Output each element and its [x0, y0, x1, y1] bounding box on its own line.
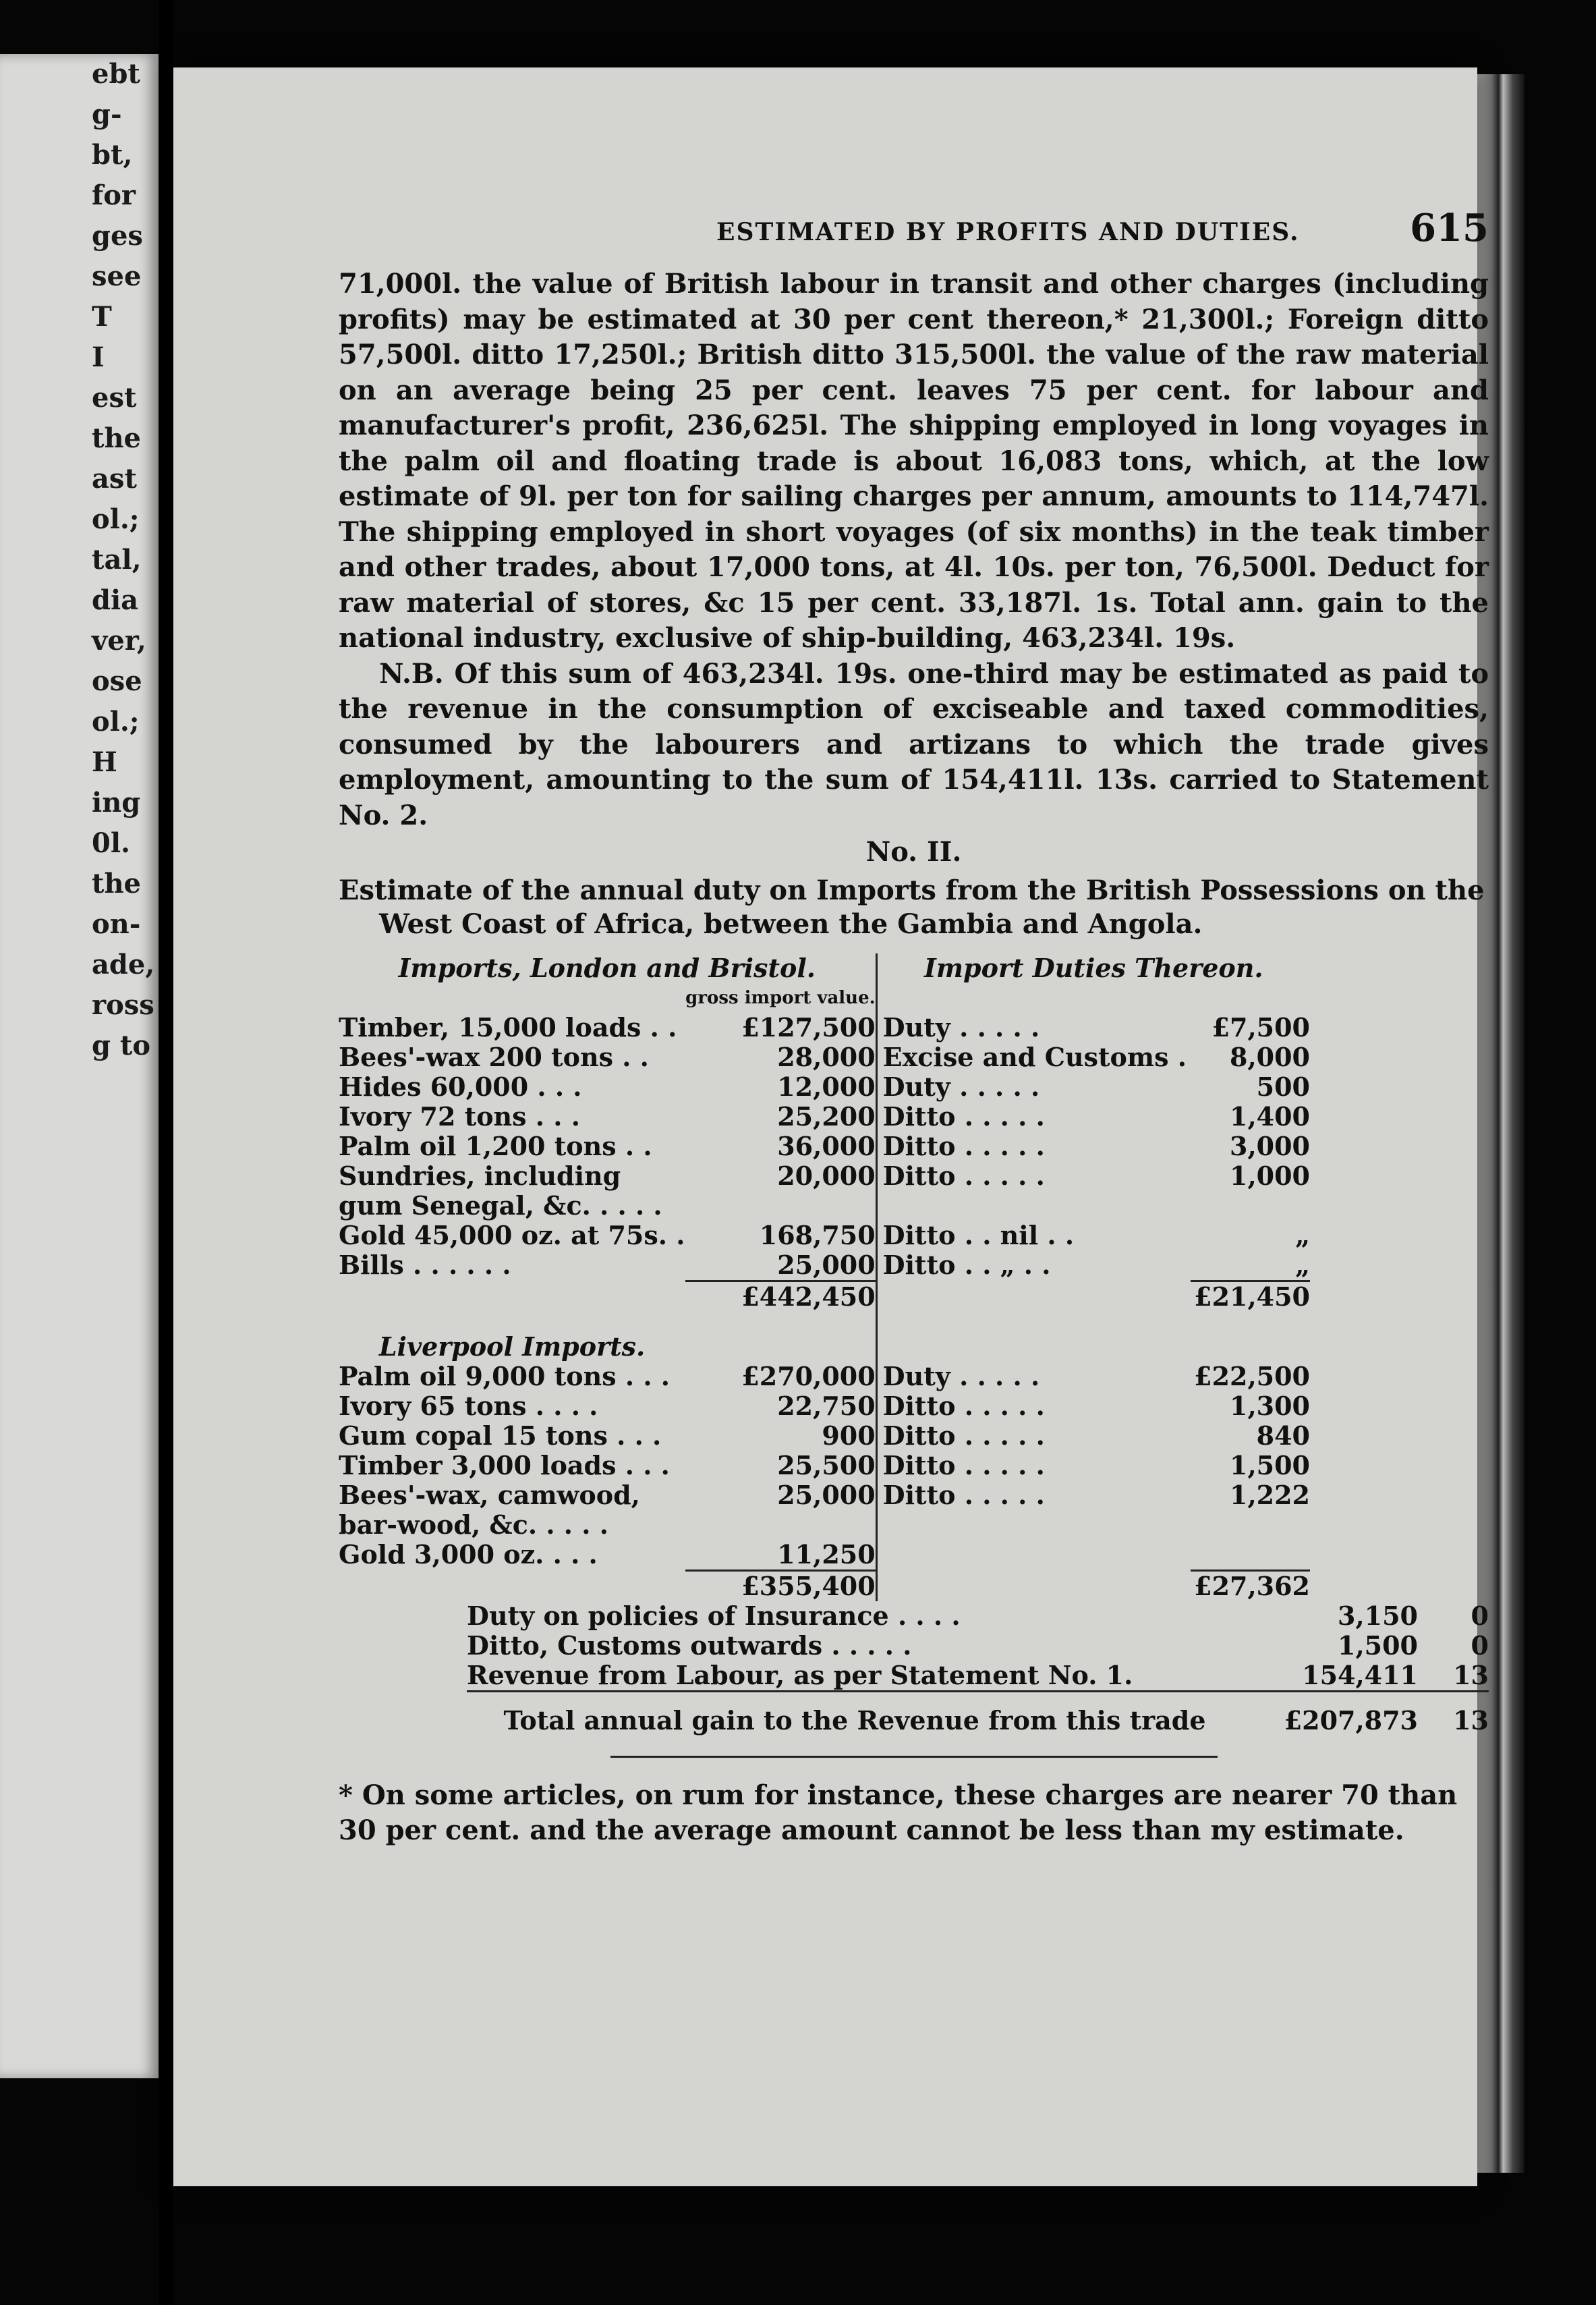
import-value: 25,500 [777, 1450, 876, 1480]
running-head: ESTIMATED BY PROFITS AND DUTIES. [716, 218, 1300, 246]
duty-amount: 1,222 [1230, 1480, 1310, 1510]
duty-amount: 1,400 [1230, 1101, 1310, 1132]
import-item: Timber, 15,000 loads . . [339, 1012, 677, 1043]
duty-amount: 500 [1256, 1072, 1310, 1102]
import-item: Ivory 65 tons . . . . [339, 1391, 598, 1421]
left-margin-fragment: dia [92, 584, 139, 616]
gross-value-subheader: gross import value. [685, 988, 876, 1008]
summary-amount: 1,500 [1338, 1630, 1418, 1661]
import-value: 168,750 [759, 1220, 876, 1250]
table-row [339, 1043, 1310, 1072]
duty-amount: 1,000 [1230, 1161, 1310, 1191]
duty-amount: 3,000 [1230, 1131, 1310, 1161]
left-margin-fragment: see [92, 260, 142, 292]
import-item: Gum copal 15 tons . . . [339, 1420, 662, 1451]
import-item: Palm oil 1,200 tons . . [339, 1131, 652, 1161]
left-margin-fragment: 0l. [92, 827, 130, 859]
page-header [339, 206, 1489, 267]
summary-amount: 3,150 [1338, 1601, 1418, 1631]
estimate-heading: Estimate of the annual duty on Imports from the British Possessions on the West Coast of Africa, between the Gambia and Angola. [339, 874, 1485, 940]
london-total: £442,450 [685, 1281, 876, 1312]
duty-amount: 1,300 [1230, 1391, 1310, 1421]
table-subheader-row [339, 983, 1310, 1013]
liverpool-header: Liverpool Imports. [378, 1331, 646, 1362]
left-margin-fragment: ol.; [92, 706, 140, 738]
summary-row [339, 1601, 1489, 1631]
left-page-fragment [0, 54, 159, 2078]
left-page-margin-text [92, 54, 156, 1066]
duty-amount: £7,500 [1212, 1012, 1310, 1043]
left-margin-fragment: g- [92, 99, 122, 130]
summary-table [339, 1601, 1489, 1735]
duty-type: Duty . . . . . [876, 1362, 1191, 1391]
summary-shillings: 0 [1471, 1630, 1489, 1661]
summary-row [339, 1631, 1489, 1661]
summary-shillings: 0 [1471, 1601, 1489, 1631]
import-item: Gold 3,000 oz. . . . [339, 1539, 598, 1570]
left-margin-fragment: T [92, 301, 112, 333]
duty-amount: 1,500 [1230, 1450, 1310, 1480]
duty-type: Ditto . . . . . [876, 1102, 1191, 1132]
section-title: No. II. [865, 836, 962, 868]
left-column-header: Imports, London and Bristol. [398, 953, 816, 983]
table-row [339, 1250, 1310, 1281]
import-value: 12,000 [777, 1072, 876, 1102]
grand-total-shillings: 13 [1418, 1692, 1489, 1736]
duty-amount: „ [1295, 1220, 1310, 1250]
footnote: * On some articles, on rum for instance, these charges are nearer 70 than 30 per cent. and the average amount cannot be less than my estimate. [339, 1779, 1458, 1846]
duty-type: Ditto . . . . . [876, 1132, 1191, 1161]
left-margin-fragment: est [92, 382, 137, 414]
grand-total-label: Total annual gain to the Revenue from this trade [467, 1692, 1243, 1736]
table-row [339, 1013, 1310, 1043]
import-item: Palm oil 9,000 tons . . . [339, 1361, 671, 1391]
import-value: 22,750 [777, 1391, 876, 1421]
summary-label: Revenue from Labour, as per Statement No. 1. [467, 1660, 1133, 1690]
duty-type: Ditto . . . . . [876, 1451, 1191, 1480]
left-margin-fragment: ges [92, 220, 143, 252]
grand-total-amount: £207,873 [1243, 1692, 1418, 1736]
summary-rows [339, 1601, 1489, 1692]
left-margin-fragment: for [92, 179, 136, 211]
summary-label: Duty on policies of Insurance . . . . [467, 1601, 961, 1631]
import-item: Sundries, including gum Senegal, &c. . . . . [339, 1161, 662, 1221]
summary-amount: 154,411 [1302, 1660, 1418, 1690]
book-page [173, 67, 1489, 2186]
duty-type: Duty . . . . . [876, 1072, 1191, 1102]
liverpool-duty-total: £27,362 [1191, 1571, 1310, 1602]
duty-amount [1191, 1540, 1310, 1571]
duty-type: Ditto . . . . . [876, 1161, 1191, 1221]
import-value: 11,250 [777, 1539, 876, 1570]
table-row [339, 1132, 1310, 1161]
import-item: Timber 3,000 loads . . . [339, 1450, 670, 1480]
table-row [339, 1421, 1310, 1451]
table-row [339, 1451, 1310, 1480]
left-margin-fragment: tal, [92, 544, 142, 576]
left-margin-fragment: ast [92, 463, 137, 495]
left-margin-fragment: ross [92, 989, 154, 1021]
liverpool-total-row [339, 1571, 1310, 1602]
import-value: £270,000 [741, 1361, 876, 1391]
duty-type: Ditto . . . . . [876, 1480, 1191, 1540]
table-row [339, 1161, 1310, 1221]
left-margin-fragment: ing [92, 787, 141, 818]
right-column-header: Import Duties Thereon. [876, 953, 1310, 983]
table-row [339, 1362, 1310, 1391]
table-row [339, 1540, 1310, 1571]
table-row [339, 1102, 1310, 1132]
duty-type: Ditto . . . . . [876, 1391, 1191, 1421]
left-margin-fragment: I [92, 341, 105, 373]
left-margin-fragment: ade, [92, 949, 155, 980]
duty-type: Ditto . . „ . . [876, 1250, 1191, 1281]
summary-row [339, 1661, 1489, 1692]
import-item: Hides 60,000 . . . [339, 1072, 582, 1102]
left-margin-fragment: ol.; [92, 503, 140, 535]
table-row [339, 1072, 1310, 1102]
table-row [339, 1391, 1310, 1421]
page-content [339, 206, 1489, 1875]
page-number: 615 [1410, 206, 1489, 250]
left-margin-fragment: H [92, 746, 117, 778]
duty-amount: 8,000 [1230, 1042, 1310, 1072]
liverpool-total: £355,400 [685, 1571, 876, 1602]
duty-amount: 840 [1256, 1420, 1310, 1451]
import-item: Bills . . . . . . [339, 1250, 511, 1280]
duty-type: Duty . . . . . [876, 1013, 1191, 1043]
imports-table [339, 953, 1310, 1601]
paragraph-1: 71,000l. the value of British labour in transit and other charges (including profits) may be estimated at 30 per cent thereon,* 21,300l.; Foreign ditto 57,500l. ditto 17,250l.; British ditto 315,500l. the value of the raw material on an average being 25 per cent. leaves 75 per cent. for labour and manufacturer's profit, 236,625l. The shipping employed in long voyages in the palm oil and floating trade is about 16,083 tons, which, at the low estimate of 9l. per ton for sailing charges per annum, amounts to 114,747l. The shipping employed in short voyages (of six months) in the teak timber and other trades, about 17,000 tons, at 4l. 10s. per ton, 76,500l. Deduct for raw material of stores, &c 15 per cent. 33,187l. 1s. Total ann. gain to the national industry, exclusive of ship-building, 463,234l. 19s. [339, 268, 1489, 654]
liverpool-header-row [339, 1312, 1310, 1362]
duty-type: Excise and Customs . [876, 1043, 1191, 1072]
import-value: 36,000 [777, 1131, 876, 1161]
duty-type: Ditto . . . . . [876, 1421, 1191, 1451]
import-value: 900 [822, 1420, 876, 1451]
left-margin-fragment: bt, [92, 139, 133, 171]
left-margin-fragment: ver, [92, 625, 146, 657]
london-duty-total: £21,450 [1191, 1281, 1310, 1312]
left-margin-fragment: the [92, 868, 142, 899]
summary-shillings: 13 [1453, 1660, 1489, 1690]
import-value: 25,200 [777, 1101, 876, 1132]
left-margin-fragment: ebt [92, 58, 140, 90]
import-item: Bees'-wax 200 tons . . [339, 1042, 649, 1072]
liverpool-rows [339, 1362, 1310, 1571]
import-value: 28,000 [777, 1042, 876, 1072]
import-value: 20,000 [777, 1161, 876, 1191]
footnote-rule [610, 1756, 1218, 1758]
left-margin-fragment: the [92, 422, 142, 454]
import-value: 25,000 [777, 1480, 876, 1510]
duty-type [876, 1540, 1191, 1571]
book-gutter [159, 0, 173, 2305]
duty-amount: £22,500 [1194, 1361, 1310, 1391]
import-item: Ivory 72 tons . . . [339, 1101, 580, 1132]
table-row [339, 1221, 1310, 1250]
left-margin-fragment: on- [92, 908, 141, 940]
london-total-row [339, 1281, 1310, 1312]
left-margin-fragment: g to [92, 1030, 151, 1061]
grand-total-row [339, 1692, 1489, 1736]
paragraph-2: N.B. Of this sum of 463,234l. 19s. one-third may be estimated as paid to the revenue in the consumption of exciseable and taxed commodities, consumed by the labourers and artizans to which the trade gives employment, amounting to the sum of 154,411l. 13s. carried to Statement No. 2. [339, 657, 1489, 831]
duty-type: Ditto . . nil . . [876, 1221, 1191, 1250]
summary-label: Ditto, Customs outwards . . . . . [467, 1630, 912, 1661]
left-margin-fragment: ose [92, 665, 142, 697]
import-item: Gold 45,000 oz. at 75s. . [339, 1220, 685, 1250]
import-value: 25,000 [777, 1250, 876, 1280]
london-rows [339, 1013, 1310, 1281]
table-header-row [339, 953, 1310, 983]
import-item: Bees'-wax, camwood, bar-wood, &c. . . . . [339, 1480, 640, 1540]
table-row [339, 1480, 1310, 1540]
duty-amount: „ [1295, 1250, 1310, 1280]
import-value: £127,500 [741, 1012, 876, 1043]
